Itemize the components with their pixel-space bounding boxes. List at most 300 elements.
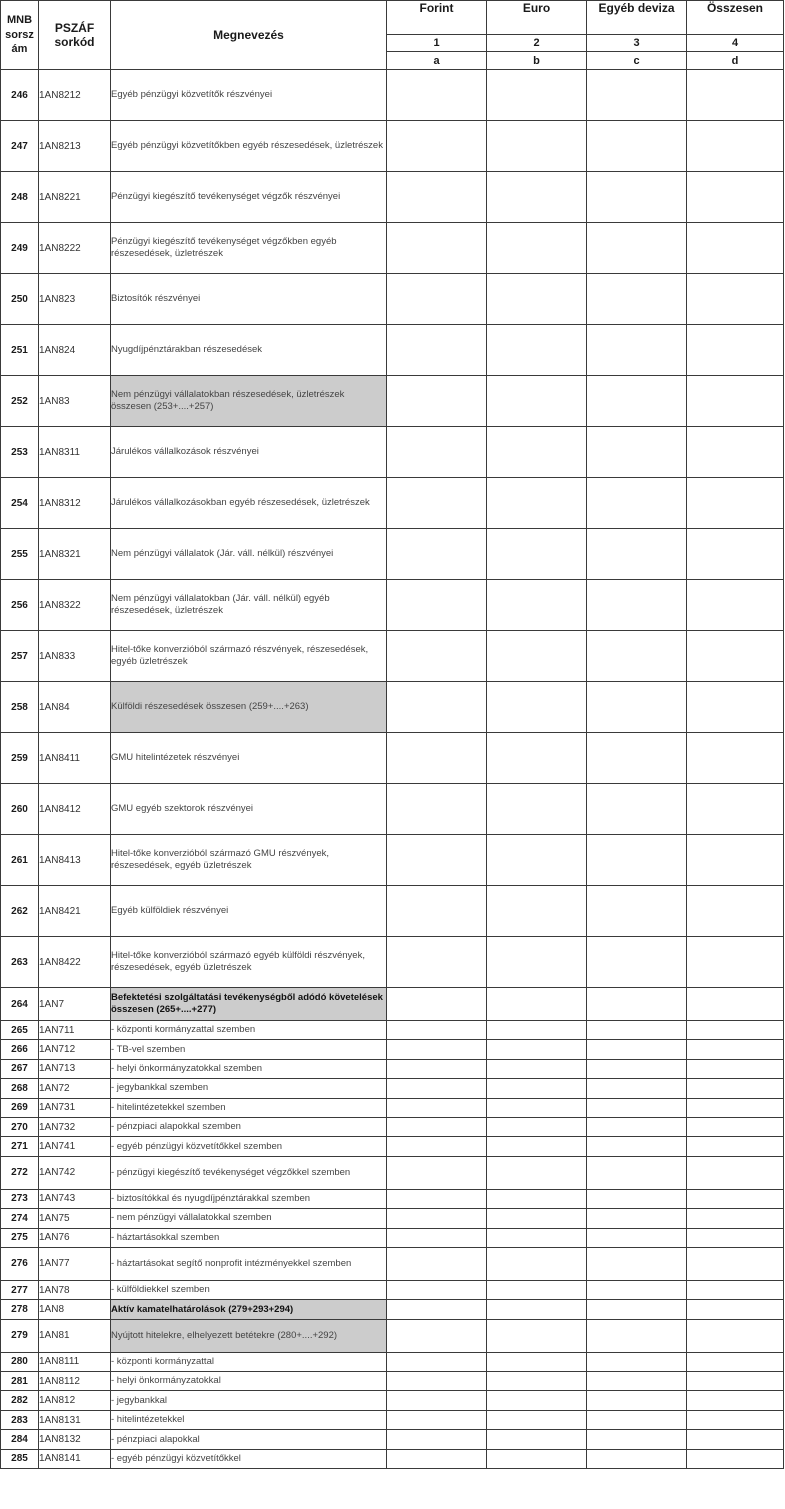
value-cell-egyeb-deviza[interactable] — [587, 1098, 687, 1117]
value-cell-forint[interactable] — [387, 529, 487, 580]
row-code: 1AN711 — [39, 1021, 111, 1040]
value-cell-euro[interactable] — [487, 478, 587, 529]
value-cell-forint[interactable] — [387, 1040, 487, 1059]
header-pszaf-sorkod: PSZÁF sorkód — [39, 1, 111, 70]
row-code: 1AN8111 — [39, 1352, 111, 1371]
value-cell-egyeb-deviza[interactable] — [587, 1300, 687, 1319]
row-number: 270 — [1, 1117, 39, 1136]
value-cell-euro[interactable] — [487, 1117, 587, 1136]
value-cell-forint[interactable] — [387, 1300, 487, 1319]
row-code: 1AN833 — [39, 631, 111, 682]
value-cell-egyeb-deviza[interactable] — [587, 1352, 687, 1371]
table-row — [1, 1040, 784, 1059]
value-cell-egyeb-deviza[interactable] — [587, 988, 687, 1021]
row-number: 247 — [1, 121, 39, 172]
table-row — [1, 529, 784, 580]
row-name: Biztosítók részvényei — [111, 274, 387, 325]
table-row — [1, 1117, 784, 1136]
table-row — [1, 121, 784, 172]
table-row — [1, 1410, 784, 1429]
row-code: 1AN8421 — [39, 886, 111, 937]
value-cell-euro[interactable] — [487, 376, 587, 427]
value-cell-egyeb-deviza[interactable] — [587, 70, 687, 121]
value-cell-forint[interactable] — [387, 1098, 487, 1117]
row-number: 263 — [1, 937, 39, 988]
value-cell-osszesen[interactable] — [687, 70, 784, 121]
value-cell-egyeb-deviza[interactable] — [587, 1319, 687, 1352]
row-code: 1AN8411 — [39, 733, 111, 784]
value-cell-egyeb-deviza[interactable] — [587, 121, 687, 172]
value-cell-egyeb-deviza[interactable] — [587, 1449, 687, 1468]
value-cell-forint[interactable] — [387, 937, 487, 988]
value-cell-euro[interactable] — [487, 1352, 587, 1371]
value-cell-egyeb-deviza[interactable] — [587, 1021, 687, 1040]
table-row — [1, 835, 784, 886]
value-cell-forint[interactable] — [387, 631, 487, 682]
value-cell-egyeb-deviza[interactable] — [587, 886, 687, 937]
table-row — [1, 580, 784, 631]
row-code: 1AN8212 — [39, 70, 111, 121]
row-name: Egyéb pénzügyi közvetítők részvényei — [111, 70, 387, 121]
value-cell-euro[interactable] — [487, 1156, 587, 1189]
row-number: 254 — [1, 478, 39, 529]
value-cell-egyeb-deviza[interactable] — [587, 1280, 687, 1299]
row-name: - külföldiekkel szemben — [111, 1280, 387, 1299]
table-row — [1, 223, 784, 274]
table-row — [1, 325, 784, 376]
value-cell-egyeb-deviza[interactable] — [587, 835, 687, 886]
value-cell-egyeb-deviza[interactable] — [587, 1372, 687, 1391]
row-number: 266 — [1, 1040, 39, 1059]
value-cell-euro[interactable] — [487, 121, 587, 172]
value-cell-osszesen[interactable] — [687, 172, 784, 223]
row-number: 273 — [1, 1189, 39, 1208]
value-cell-osszesen[interactable] — [687, 1372, 784, 1391]
row-name: - helyi önkormányzatokkal szemben — [111, 1059, 387, 1078]
row-code: 1AN8413 — [39, 835, 111, 886]
value-cell-osszesen[interactable] — [687, 121, 784, 172]
value-cell-forint[interactable] — [387, 1228, 487, 1247]
value-cell-osszesen[interactable] — [687, 784, 784, 835]
row-code: 1AN83 — [39, 376, 111, 427]
row-number: 255 — [1, 529, 39, 580]
value-cell-euro[interactable] — [487, 1098, 587, 1117]
value-cell-forint[interactable] — [387, 1117, 487, 1136]
value-cell-osszesen[interactable] — [687, 937, 784, 988]
row-name: - hitelintézetekkel szemben — [111, 1098, 387, 1117]
table-row — [1, 682, 784, 733]
row-number: 275 — [1, 1228, 39, 1247]
header-col-number: 4 — [687, 34, 784, 52]
value-cell-forint[interactable] — [387, 1430, 487, 1449]
row-name: - egyéb pénzügyi közvetítőkkel — [111, 1449, 387, 1468]
value-cell-forint[interactable] — [387, 1319, 487, 1352]
value-cell-egyeb-deviza[interactable] — [587, 733, 687, 784]
value-cell-osszesen[interactable] — [687, 631, 784, 682]
row-code: 1AN72 — [39, 1079, 111, 1098]
value-cell-osszesen[interactable] — [687, 1391, 784, 1410]
row-number: 274 — [1, 1209, 39, 1228]
value-cell-euro[interactable] — [487, 223, 587, 274]
value-cell-osszesen[interactable] — [687, 886, 784, 937]
value-cell-euro[interactable] — [487, 1430, 587, 1449]
value-cell-euro[interactable] — [487, 937, 587, 988]
value-cell-euro[interactable] — [487, 1372, 587, 1391]
value-cell-osszesen[interactable] — [687, 1410, 784, 1429]
table-row — [1, 1098, 784, 1117]
value-cell-egyeb-deviza[interactable] — [587, 1059, 687, 1078]
value-cell-egyeb-deviza[interactable] — [587, 1117, 687, 1136]
header-col-euro: Euro — [487, 1, 587, 35]
value-cell-egyeb-deviza[interactable] — [587, 1209, 687, 1228]
value-cell-euro[interactable] — [487, 631, 587, 682]
row-number: 268 — [1, 1079, 39, 1098]
row-code: 1AN741 — [39, 1137, 111, 1156]
table-row — [1, 1352, 784, 1371]
table-row — [1, 172, 784, 223]
row-code: 1AN731 — [39, 1098, 111, 1117]
row-name: Pénzügyi kiegészítő tevékenységet végzőkben egyéb részesedések, üzletrészek — [111, 223, 387, 274]
value-cell-forint[interactable] — [387, 121, 487, 172]
value-cell-osszesen[interactable] — [687, 682, 784, 733]
value-cell-euro[interactable] — [487, 1021, 587, 1040]
value-cell-osszesen[interactable] — [687, 580, 784, 631]
value-cell-egyeb-deviza[interactable] — [587, 1228, 687, 1247]
value-cell-euro[interactable] — [487, 784, 587, 835]
value-cell-euro[interactable] — [487, 1189, 587, 1208]
row-number: 246 — [1, 70, 39, 121]
value-cell-osszesen[interactable] — [687, 1228, 784, 1247]
value-cell-osszesen[interactable] — [687, 1079, 784, 1098]
value-cell-egyeb-deviza[interactable] — [587, 784, 687, 835]
value-cell-osszesen[interactable] — [687, 1247, 784, 1280]
table-row — [1, 886, 784, 937]
value-cell-euro[interactable] — [487, 274, 587, 325]
row-code: 1AN8311 — [39, 427, 111, 478]
value-cell-forint[interactable] — [387, 325, 487, 376]
row-name: Hitel-tőke konverzióból származó egyéb külföldi részvények, részesedések, egyéb üzletrészek — [111, 937, 387, 988]
value-cell-egyeb-deviza[interactable] — [587, 478, 687, 529]
value-cell-forint[interactable] — [387, 274, 487, 325]
row-name: Járulékos vállalkozások részvényei — [111, 427, 387, 478]
table-row — [1, 733, 784, 784]
value-cell-osszesen[interactable] — [687, 1021, 784, 1040]
row-name: Aktív kamatelhatárolások (279+293+294) — [111, 1300, 387, 1319]
row-code: 1AN812 — [39, 1391, 111, 1410]
value-cell-forint[interactable] — [387, 1209, 487, 1228]
value-cell-forint[interactable] — [387, 1079, 487, 1098]
table-row — [1, 988, 784, 1021]
row-number: 283 — [1, 1410, 39, 1429]
value-cell-egyeb-deviza[interactable] — [587, 1040, 687, 1059]
row-number: 279 — [1, 1319, 39, 1352]
row-code: 1AN823 — [39, 274, 111, 325]
row-name: Nyújtott hitelekre, elhelyezett betétekre (280+....+292) — [111, 1319, 387, 1352]
value-cell-forint[interactable] — [387, 1280, 487, 1299]
table-row — [1, 1209, 784, 1228]
row-name: Befektetési szolgáltatási tevékenységből adódó követelések összesen (265+....+277) — [111, 988, 387, 1021]
row-code: 1AN8321 — [39, 529, 111, 580]
table-row — [1, 631, 784, 682]
value-cell-forint[interactable] — [387, 580, 487, 631]
row-name: - biztosítókkal és nyugdíjpénztárakkal szemben — [111, 1189, 387, 1208]
row-code: 1AN8112 — [39, 1372, 111, 1391]
value-cell-forint[interactable] — [387, 478, 487, 529]
value-cell-egyeb-deviza[interactable] — [587, 172, 687, 223]
value-cell-euro[interactable] — [487, 1319, 587, 1352]
value-cell-forint[interactable] — [387, 784, 487, 835]
header-col-letter: a — [387, 52, 487, 70]
table-row — [1, 937, 784, 988]
value-cell-egyeb-deviza[interactable] — [587, 1430, 687, 1449]
header-col-osszesen: Összesen — [687, 1, 784, 35]
value-cell-osszesen[interactable] — [687, 1156, 784, 1189]
row-code: 1AN7 — [39, 988, 111, 1021]
value-cell-forint[interactable] — [387, 1449, 487, 1468]
row-code: 1AN8221 — [39, 172, 111, 223]
row-number: 250 — [1, 274, 39, 325]
row-name: - pénzügyi kiegészítő tevékenységet végzőkkel szemben — [111, 1156, 387, 1189]
table-header — [1, 1, 784, 70]
table-row — [1, 1228, 784, 1247]
row-number: 272 — [1, 1156, 39, 1189]
row-code: 1AN8 — [39, 1300, 111, 1319]
row-number: 260 — [1, 784, 39, 835]
value-cell-osszesen[interactable] — [687, 1430, 784, 1449]
value-cell-egyeb-deviza[interactable] — [587, 1079, 687, 1098]
table-row — [1, 1137, 784, 1156]
row-code: 1AN743 — [39, 1189, 111, 1208]
row-name: Hitel-tőke konverzióból származó részvények, részesedések, egyéb üzletrészek — [111, 631, 387, 682]
row-name: - jegybankkal szemben — [111, 1079, 387, 1098]
row-code: 1AN8131 — [39, 1410, 111, 1429]
row-name: - központi kormányzattal szemben — [111, 1021, 387, 1040]
value-cell-egyeb-deviza[interactable] — [587, 1247, 687, 1280]
value-cell-euro[interactable] — [487, 835, 587, 886]
value-cell-euro[interactable] — [487, 733, 587, 784]
value-cell-osszesen[interactable] — [687, 835, 784, 886]
table-row — [1, 784, 784, 835]
value-cell-euro[interactable] — [487, 1040, 587, 1059]
table-row — [1, 1449, 784, 1468]
row-number: 252 — [1, 376, 39, 427]
value-cell-forint[interactable] — [387, 1156, 487, 1189]
row-number: 282 — [1, 1391, 39, 1410]
value-cell-euro[interactable] — [487, 1247, 587, 1280]
value-cell-euro[interactable] — [487, 1137, 587, 1156]
value-cell-euro[interactable] — [487, 1410, 587, 1429]
row-name: GMU hitelintézetek részvényei — [111, 733, 387, 784]
row-code: 1AN8422 — [39, 937, 111, 988]
row-name: - pénzpiaci alapokkal szemben — [111, 1117, 387, 1136]
value-cell-osszesen[interactable] — [687, 1117, 784, 1136]
row-number: 249 — [1, 223, 39, 274]
row-name: GMU egyéb szektorok részvényei — [111, 784, 387, 835]
row-name: Egyéb külföldiek részvényei — [111, 886, 387, 937]
value-cell-forint[interactable] — [387, 1059, 487, 1078]
table-row — [1, 1280, 784, 1299]
value-cell-euro[interactable] — [487, 325, 587, 376]
value-cell-osszesen[interactable] — [687, 1280, 784, 1299]
value-cell-forint[interactable] — [387, 682, 487, 733]
header-col-letter: d — [687, 52, 784, 70]
table-row — [1, 1372, 784, 1391]
row-name: - helyi önkormányzatokkal — [111, 1372, 387, 1391]
value-cell-osszesen[interactable] — [687, 274, 784, 325]
value-cell-osszesen[interactable] — [687, 1449, 784, 1468]
row-name: Nyugdíjpénztárakban részesedések — [111, 325, 387, 376]
row-number: 280 — [1, 1352, 39, 1371]
table-row — [1, 1189, 784, 1208]
value-cell-euro[interactable] — [487, 1079, 587, 1098]
row-name: Nem pénzügyi vállalatok (Jár. váll. nélkül) részvényei — [111, 529, 387, 580]
value-cell-euro[interactable] — [487, 427, 587, 478]
row-code: 1AN8141 — [39, 1449, 111, 1468]
table-body — [1, 70, 784, 1469]
value-cell-forint[interactable] — [387, 1137, 487, 1156]
row-number: 284 — [1, 1430, 39, 1449]
table-row — [1, 478, 784, 529]
value-cell-forint[interactable] — [387, 1352, 487, 1371]
value-cell-osszesen[interactable] — [687, 1059, 784, 1078]
header-col-letter: c — [587, 52, 687, 70]
value-cell-osszesen[interactable] — [687, 1209, 784, 1228]
value-cell-forint[interactable] — [387, 223, 487, 274]
row-name: - központi kormányzattal — [111, 1352, 387, 1371]
table-row — [1, 1021, 784, 1040]
value-cell-euro[interactable] — [487, 172, 587, 223]
row-name: Járulékos vállalkozásokban egyéb részesedések, üzletrészek — [111, 478, 387, 529]
value-cell-osszesen[interactable] — [687, 1098, 784, 1117]
value-cell-euro[interactable] — [487, 1280, 587, 1299]
row-code: 1AN75 — [39, 1209, 111, 1228]
header-megnevezes: Megnevezés — [111, 1, 387, 70]
value-cell-euro[interactable] — [487, 988, 587, 1021]
row-number: 258 — [1, 682, 39, 733]
header-col-number: 3 — [587, 34, 687, 52]
row-name: - pénzpiaci alapokkal — [111, 1430, 387, 1449]
row-number: 285 — [1, 1449, 39, 1468]
value-cell-egyeb-deviza[interactable] — [587, 1189, 687, 1208]
row-code: 1AN8132 — [39, 1430, 111, 1449]
header-col-number: 2 — [487, 34, 587, 52]
row-number: 256 — [1, 580, 39, 631]
row-name: Egyéb pénzügyi közvetítőkben egyéb részesedések, üzletrészek — [111, 121, 387, 172]
header-col-egyeb-deviza: Egyéb deviza — [587, 1, 687, 35]
header-col-number: 1 — [387, 34, 487, 52]
value-cell-egyeb-deviza[interactable] — [587, 1137, 687, 1156]
value-cell-egyeb-deviza[interactable] — [587, 376, 687, 427]
value-cell-forint[interactable] — [387, 376, 487, 427]
row-name: - nem pénzügyi vállalatokkal szemben — [111, 1209, 387, 1228]
row-code: 1AN77 — [39, 1247, 111, 1280]
value-cell-egyeb-deviza[interactable] — [587, 1391, 687, 1410]
value-cell-egyeb-deviza[interactable] — [587, 274, 687, 325]
table-row — [1, 1247, 784, 1280]
value-cell-forint[interactable] — [387, 886, 487, 937]
row-code: 1AN8213 — [39, 121, 111, 172]
value-cell-forint[interactable] — [387, 70, 487, 121]
row-name: - hitelintézetekkel — [111, 1410, 387, 1429]
value-cell-osszesen[interactable] — [687, 1137, 784, 1156]
value-cell-forint[interactable] — [387, 172, 487, 223]
value-cell-egyeb-deviza[interactable] — [587, 631, 687, 682]
value-cell-forint[interactable] — [387, 1189, 487, 1208]
row-name: - egyéb pénzügyi közvetítőkkel szemben — [111, 1137, 387, 1156]
value-cell-euro[interactable] — [487, 580, 587, 631]
value-cell-euro[interactable] — [487, 1449, 587, 1468]
value-cell-osszesen[interactable] — [687, 988, 784, 1021]
value-cell-egyeb-deviza[interactable] — [587, 427, 687, 478]
value-cell-forint[interactable] — [387, 427, 487, 478]
value-cell-osszesen[interactable] — [687, 427, 784, 478]
row-code: 1AN8412 — [39, 784, 111, 835]
value-cell-egyeb-deviza[interactable] — [587, 1156, 687, 1189]
value-cell-egyeb-deviza[interactable] — [587, 682, 687, 733]
value-cell-osszesen[interactable] — [687, 376, 784, 427]
value-cell-osszesen[interactable] — [687, 1319, 784, 1352]
row-code: 1AN81 — [39, 1319, 111, 1352]
value-cell-forint[interactable] — [387, 988, 487, 1021]
row-number: 257 — [1, 631, 39, 682]
value-cell-osszesen[interactable] — [687, 478, 784, 529]
value-cell-osszesen[interactable] — [687, 325, 784, 376]
value-cell-osszesen[interactable] — [687, 1189, 784, 1208]
value-cell-euro[interactable] — [487, 1059, 587, 1078]
value-cell-egyeb-deviza[interactable] — [587, 1410, 687, 1429]
value-cell-forint[interactable] — [387, 1391, 487, 1410]
value-cell-euro[interactable] — [487, 529, 587, 580]
row-code: 1AN742 — [39, 1156, 111, 1189]
value-cell-forint[interactable] — [387, 1372, 487, 1391]
value-cell-forint[interactable] — [387, 733, 487, 784]
row-code: 1AN84 — [39, 682, 111, 733]
value-cell-egyeb-deviza[interactable] — [587, 325, 687, 376]
value-cell-euro[interactable] — [487, 1391, 587, 1410]
value-cell-osszesen[interactable] — [687, 1352, 784, 1371]
value-cell-forint[interactable] — [387, 1021, 487, 1040]
value-cell-egyeb-deviza[interactable] — [587, 937, 687, 988]
value-cell-euro[interactable] — [487, 682, 587, 733]
value-cell-forint[interactable] — [387, 835, 487, 886]
value-cell-osszesen[interactable] — [687, 733, 784, 784]
value-cell-euro[interactable] — [487, 1209, 587, 1228]
row-number: 271 — [1, 1137, 39, 1156]
row-number: 253 — [1, 427, 39, 478]
value-cell-osszesen[interactable] — [687, 1300, 784, 1319]
value-cell-euro[interactable] — [487, 1300, 587, 1319]
value-cell-osszesen[interactable] — [687, 1040, 784, 1059]
row-code: 1AN732 — [39, 1117, 111, 1136]
row-name: Hitel-tőke konverzióból származó GMU részvények, részesedések, egyéb üzletrészek — [111, 835, 387, 886]
value-cell-euro[interactable] — [487, 886, 587, 937]
row-number: 262 — [1, 886, 39, 937]
value-cell-euro[interactable] — [487, 70, 587, 121]
value-cell-egyeb-deviza[interactable] — [587, 223, 687, 274]
value-cell-euro[interactable] — [487, 1228, 587, 1247]
value-cell-osszesen[interactable] — [687, 223, 784, 274]
row-number: 276 — [1, 1247, 39, 1280]
table-row — [1, 376, 784, 427]
value-cell-forint[interactable] — [387, 1247, 487, 1280]
value-cell-egyeb-deviza[interactable] — [587, 529, 687, 580]
value-cell-forint[interactable] — [387, 1410, 487, 1429]
row-number: 269 — [1, 1098, 39, 1117]
value-cell-osszesen[interactable] — [687, 529, 784, 580]
row-name: Külföldi részesedések összesen (259+....+263) — [111, 682, 387, 733]
value-cell-egyeb-deviza[interactable] — [587, 580, 687, 631]
row-number: 259 — [1, 733, 39, 784]
